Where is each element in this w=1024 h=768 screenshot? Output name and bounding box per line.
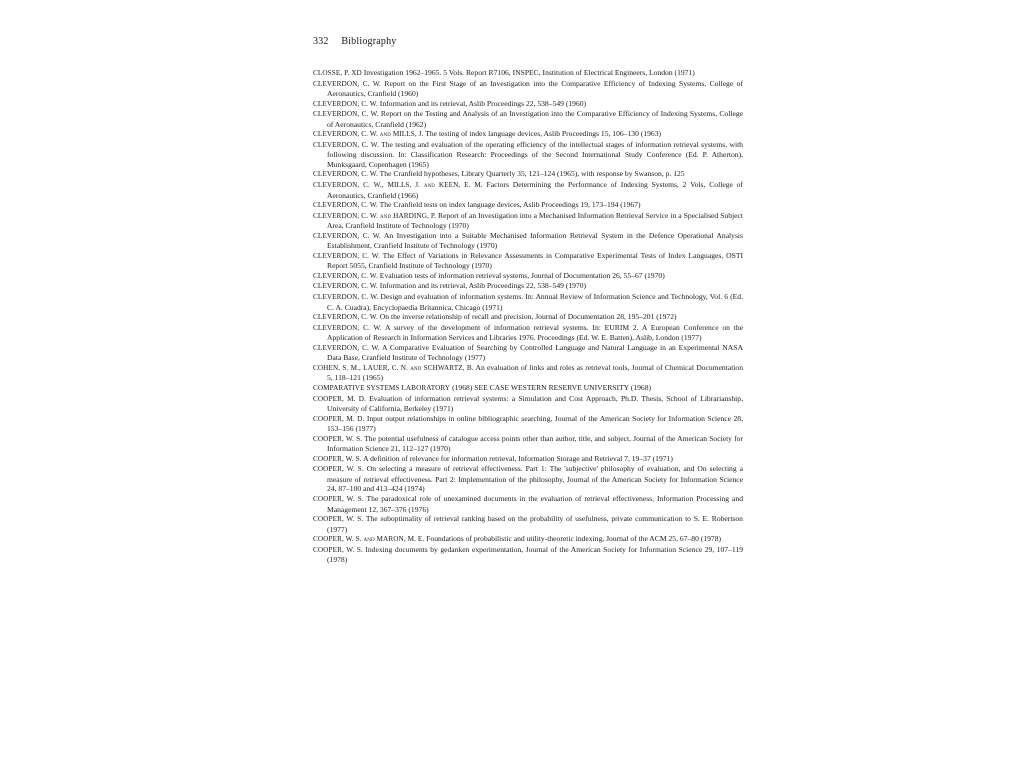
entry-author: CLEVERDON, C. W. — [313, 140, 379, 149]
bibliography-entry — [313, 79, 743, 99]
entry-author: COOPER, W. S. — [313, 494, 364, 503]
entry-citation: A definition of relevance for information retrieval, Information Storage and Retrieval 7, 19–37 (1971) — [361, 453, 673, 463]
entry-citation: Information and its retrieval, Aslib Proceedings 22, 538–549 (1970) — [377, 281, 587, 291]
bibliography-entry — [313, 251, 743, 271]
entry-author: COMPARATIVE SYSTEMS LABORATORY — [313, 383, 451, 392]
entry-citation: The Cranfield tests on index language devices, Aslib Proceedings 19, 173–194 (1967) — [377, 200, 641, 210]
bibliography-entry — [313, 140, 743, 170]
bibliography-entry — [313, 99, 743, 110]
entry-author: CLEVERDON, C. W. — [313, 313, 378, 322]
bibliography-entry — [313, 394, 743, 414]
entry-author: COOPER, W. S. and MARON, M. E. — [313, 535, 425, 544]
entry-author: CLEVERDON, C. W. — [313, 79, 381, 88]
entry-author: CLEVERDON, C. W. — [313, 343, 380, 352]
entry-author: COOPER, M. D. — [313, 394, 366, 403]
entry-citation: The suboptimality of retrieval ranking based on the probability of usefulness, private communication to S. E. Robertson (1977) — [327, 514, 743, 534]
bibliography-entry — [313, 200, 743, 211]
running-header — [313, 36, 743, 47]
entry-author: CLEVERDON, C. W. — [313, 271, 378, 280]
entry-author: COHEN, S. M., LAUER, C. N. and SCHWARTZ, B. — [313, 363, 474, 372]
bibliography-entry — [313, 363, 743, 383]
entry-author: COOPER, W. S. — [313, 545, 363, 554]
bibliography-entry — [313, 271, 743, 282]
entry-citation: Design and evaluation of information systems. In: Annual Review of Information Science and Technology, Vol. 6 (Ed. C. A. Cuadra), Encyclopaedia Britannica, Chicago (1971) — [327, 292, 743, 312]
bibliography-entry — [313, 494, 743, 514]
entry-citation: Report of an Investigation into a Mechanised Information Retrieval Service in a Specialised Subject Area, Cranfield Institute of Technology (1970) — [327, 210, 743, 231]
page-number: 332 — [313, 36, 329, 47]
bibliography-entry — [313, 292, 743, 312]
bibliography-entry — [313, 109, 743, 129]
entry-author: CLOSSE, P. XD — [313, 69, 362, 77]
bibliography-entry — [313, 323, 743, 343]
entry-citation: A Comparative Evaluation of Searching by Controlled Language and Natural Language in an Experimental NASA Data Base, Cranfield Institute of Technology (1977) — [327, 342, 743, 363]
entry-citation: Indexing documents by gedanken experimentation, Journal of the American Society for Information Science 29, 107–119 (1978) — [327, 544, 743, 565]
bibliography-entry — [313, 129, 743, 140]
bibliography-entry — [313, 281, 743, 292]
entry-citation: (1968) SEE CASE WESTERN RESERVE UNIVERSITY (1968) — [450, 382, 652, 392]
entry-citation: The Effect of Variations in Relevance Assessments in Comparative Experimental Tests of Index Languages, OSTI Report 5055, Cranfield Institute of Technology (1970) — [327, 250, 743, 271]
entry-citation: The paradoxical role of unexamined documents in the evaluation of retrieval effectiveness, Information Processing and Management 12, 367–376 (1976) — [327, 493, 743, 514]
bibliography-entry — [313, 464, 743, 494]
entry-citation: Information and its retrieval, Aslib Proceedings 22, 538–549 (1960) — [377, 98, 587, 108]
entry-citation: On selecting a measure of retrieval effectiveness. Part 1: The 'subjective' philosophy of evaluation, and On selecting a measure of retrieval effectiveness. Part 2: Implementation of the philosophy, Journal of the American Society for Information Science 24, 87–100 and 413–424 (1974) — [327, 464, 743, 494]
entry-citation: A survey of the development of information retrieval systems. In: EURIM 2. A European Conference on the Application of Research in Information Services and Libraries 1976. Proceedings (Ed. W. E. Batten), Aslib, London (1977) — [327, 322, 743, 343]
entry-citation: The Cranfield hypotheses, Library Quarterly 35, 121–124 (1965), with response by Swanson, p. 125 — [377, 169, 685, 179]
bibliography-entry — [313, 454, 743, 465]
entry-author: CLEVERDON, C. W., MILLS, J. and KEEN, E. M. — [313, 181, 483, 190]
entry-author: CLEVERDON, C. W. — [313, 99, 378, 108]
bibliography-entry — [313, 414, 743, 434]
entry-author: CLEVERDON, C. W. — [313, 282, 378, 291]
entry-author: COOPER, W. S. — [313, 465, 364, 474]
entry-author: CLEVERDON, C. W. and HARDING, P. — [313, 211, 437, 220]
bibliography-entry — [313, 169, 743, 180]
entry-author: CLEVERDON, C. W. — [313, 110, 379, 119]
entry-author: COOPER, W. S. — [313, 454, 362, 463]
entry-citation: The testing and evaluation of the operating efficiency of the intellectual stages of information retrieval systems, with following discussion. In: Classification Research: Proceedings of the Second International Study Conference (Ed. P. Atherton), Munksgaard, Copenhagen (1965) — [327, 139, 743, 169]
bibliography-entry — [313, 180, 743, 200]
entry-citation: Evaluation tests of information retrieval systems, Journal of Documentation 26, 55–67 (1970) — [377, 270, 665, 280]
entry-citation: Input output relationships in online bibliographic searching, Journal of the American Society for Information Science 28, 153–156 (1977) — [327, 413, 743, 434]
entry-author: CLEVERDON, C. W. — [313, 201, 378, 210]
bibliography-entry — [313, 534, 743, 545]
entry-citation: Report on the First Stage of an Investigation into the Comparative Efficiency of Indexing Systems, College of Aeronautics, Cranfield (1960) — [327, 78, 743, 99]
entry-author: COOPER, W. S. — [313, 434, 363, 443]
bibliography-entry — [313, 434, 743, 454]
entry-author: CLEVERDON, C. W. — [313, 293, 379, 302]
entry-citation: Report on the Testing and Analysis of an Investigation into the Comparative Efficiency of Indexing Systems, College of Aeronautics, Cranfield (1962) — [327, 109, 743, 129]
entry-citation: Foundations of probabilistic and utility-theoretic indexing, Journal of the ACM 25, 67–80 (1978) — [424, 534, 722, 544]
running-title: Bibliography — [341, 36, 397, 47]
entry-citation: On the inverse relationship of recall and precision, Journal of Documentation 28, 195–201 (1972) — [377, 312, 677, 322]
entry-author: CLEVERDON, C. W. — [313, 251, 380, 260]
bibliography-entry — [313, 312, 743, 323]
entry-citation: Evaluation of information retrieval systems: a Simulation and Cost Approach, Ph.D. Thesis, School of Librarianship, University of California, Berkeley (1971) — [327, 393, 743, 414]
entry-citation: An Investigation into a Suitable Mechanised Information Retrieval System in the Defence Operational Analysis Establishment, Cranfield Institute of Technology (1970) — [327, 230, 743, 251]
bibliography-entry — [313, 514, 743, 534]
bibliography-entry — [313, 383, 743, 394]
entry-citation: The potential usefulness of catalogue access points other than author, title, and subject, Journal of the American Society for Information Science 21, 112–127 (1970) — [327, 433, 743, 454]
entry-author: CLEVERDON, C. W. — [313, 323, 382, 332]
entry-author: COOPER, W. S. — [313, 515, 364, 524]
entry-citation: Factors Determining the Performance of Indexing Systems, 2 Vols, College of Aeronautics, Cranfield (1966) — [327, 180, 744, 200]
bibliography-entry — [313, 231, 743, 251]
bibliography-entry — [313, 343, 743, 363]
bibliography-entry — [313, 211, 743, 231]
entry-citation: The testing of index language devices, Aslib Proceedings 15, 106–130 (1963) — [423, 129, 662, 139]
entry-author: COOPER, M. D. — [313, 414, 365, 423]
bibliography-entry — [313, 68, 743, 79]
entry-author: CLEVERDON, C. W. — [313, 170, 378, 179]
entry-author: CLEVERDON, C. W. and MILLS, J. — [313, 130, 424, 139]
entry-citation: Investigation 1962–1965. 5 Vols. Report R7106, INSPEC, Institution of Electrical Engineers, London (1971) — [361, 68, 695, 77]
bibliography-list — [313, 68, 743, 565]
bibliography-entry — [313, 545, 743, 565]
entry-citation: An evaluation of links and roles as retrieval tools, Journal of Chemical Documentation 5, 118–121 (1965) — [327, 362, 744, 383]
entry-author: CLEVERDON, C. W. — [313, 231, 381, 240]
